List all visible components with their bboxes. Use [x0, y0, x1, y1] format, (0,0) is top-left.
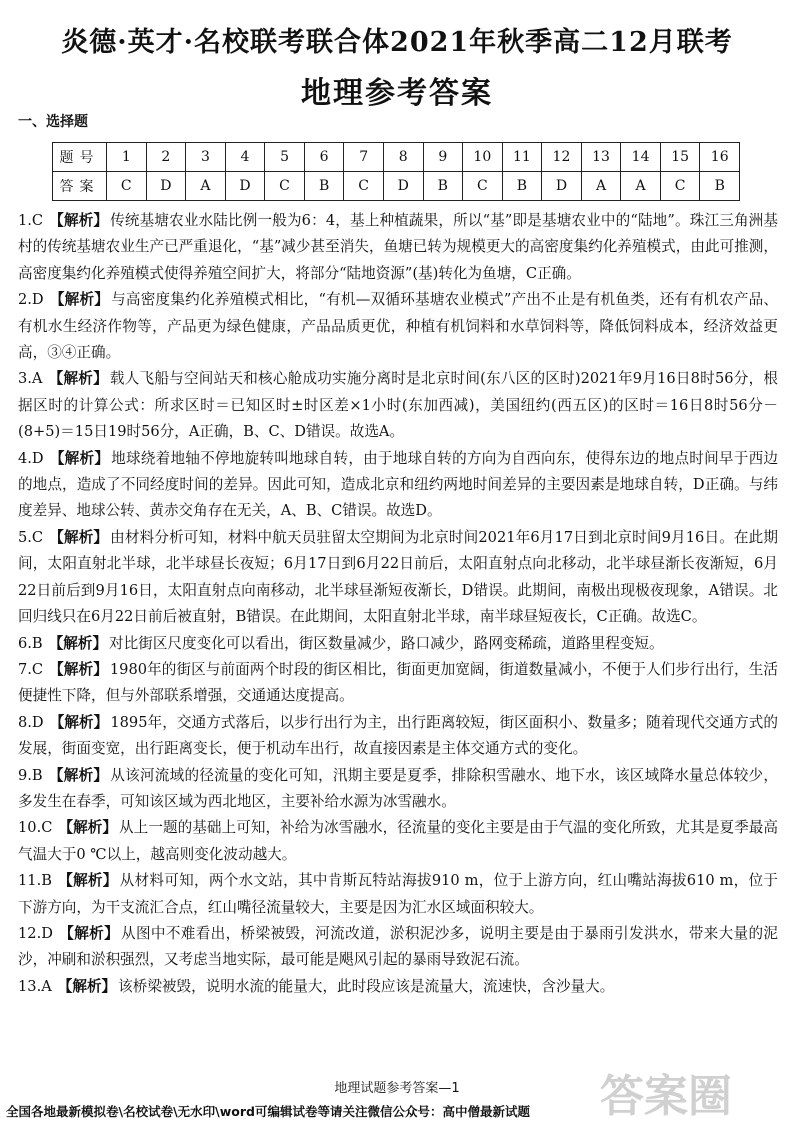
- page-footer: 地理试题参考答案—1: [334, 1081, 460, 1096]
- analysis-tag: 【解析】: [49, 449, 110, 467]
- answer-cell: D: [225, 172, 265, 201]
- answer-cell: C: [463, 172, 503, 201]
- item-number: 3.A: [18, 370, 43, 388]
- answer-cell: B: [700, 172, 740, 201]
- item-number: 6.B: [18, 634, 43, 652]
- question-number-cell: 9: [423, 143, 463, 172]
- answer-table: [52, 142, 740, 201]
- answer-cell: C: [344, 172, 384, 201]
- answer-cell: B: [304, 172, 344, 201]
- question-number-cell: 6: [304, 143, 344, 172]
- question-number-cell: 7: [344, 143, 384, 172]
- answer-cell: C: [265, 172, 305, 201]
- item-text: 1980年的街区与前面两个时段的街区相比，街面更加宽阔，街道数量减小，不便于人们步行出行，生活便捷性下降，但与外部联系增强，交通通达度提高。: [18, 660, 778, 705]
- item-text: 由材料分析可知，材料中航天员驻留太空期间为北京时间2021年6月17日到北京时间9月16日。在此期间，太阳直射北半球，北半球昼长夜短；6月17日到6月22日前后，太阳直射点向北移动，北半球昼渐长夜渐短，6月22日前后到9月16日，太阳直射点向南移动，北半球昼渐短夜渐长，D错误。此期间，南极出现极夜现象，A错误。北回归线只在6月22日前后被直射，B错误。在此期间，太阳直射北半球，南半球昼短夜长，C正确。故选C。: [18, 528, 778, 626]
- section-heading: 一、选择题: [18, 114, 88, 130]
- item-text: 对比街区尺度变化可以看出，街区数量减少，路口减少，路网变稀疏，道路里程变短。: [109, 634, 664, 652]
- row-label: 答案: [53, 172, 107, 201]
- analysis-tag: 【解析】: [57, 872, 118, 890]
- explanation-item: [18, 815, 778, 868]
- question-number-cell: 11: [502, 143, 542, 172]
- promo-banner: 全国各地最新模拟卷\名校试卷\无水印\word可编辑试卷等请关注微信公众号：高中僧最新试题: [6, 1104, 530, 1119]
- item-text: 1895年，交通方式落后，以步行出行为主，出行距离较短，街区面积小、数量多；随着现代交通方式的发展，街面变宽，出行距离变长，便于机动车出行，故直接因素是主体交通方式的变化。: [18, 713, 778, 758]
- explanation-item: [18, 446, 778, 525]
- item-number: 10.C: [18, 819, 53, 837]
- answer-cell: B: [423, 172, 463, 201]
- item-number: 2.D: [18, 291, 44, 309]
- question-number-cell: 4: [225, 143, 265, 172]
- item-text: 从材料可知，两个水文站，其中肯斯瓦特站海拔910 m，位于上游方向，红山嘴站海拔610 m，位于下游方向，为干支流汇合点，红山嘴径流量较大，主要是因为汇水区域面积较大。: [18, 872, 778, 916]
- answer-cell: D: [146, 172, 186, 201]
- answer-cell: C: [660, 172, 700, 201]
- explanation-item: [18, 710, 778, 763]
- item-number: 1.C: [18, 212, 44, 229]
- item-text: 从图中不难看出，桥梁被毁，河流改道，淤积泥沙多，说明主要是由于暴雨引发洪水，带来大量的泥沙，冲刷和淤积强烈，又考虑当地实际，最可能是飓风引起的暴雨导致泥石流。: [18, 924, 778, 969]
- explanation-item: [18, 921, 778, 974]
- question-number-cell: 10: [463, 143, 503, 172]
- explanation-item: [18, 287, 778, 366]
- question-number-cell: 8: [383, 143, 423, 172]
- answer-cell: B: [502, 172, 542, 201]
- explanation-item: [18, 631, 778, 657]
- explanation-item: [18, 525, 778, 631]
- question-number-cell: 15: [660, 143, 700, 172]
- watermark-logo: 答案圈: [600, 1071, 732, 1122]
- question-number-cell: 13: [581, 143, 621, 172]
- explanation-item: [18, 657, 778, 710]
- answer-cell: C: [107, 172, 147, 201]
- item-number: 8.D: [18, 713, 44, 731]
- analysis-tag: 【解析】: [49, 291, 110, 309]
- item-number: 7.C: [18, 660, 44, 678]
- item-number: 12.D: [18, 924, 53, 942]
- explanation-item: [18, 208, 778, 287]
- answer-cell: A: [621, 172, 661, 201]
- question-number-cell: 2: [146, 143, 186, 172]
- item-number: 9.B: [18, 766, 43, 784]
- item-text: 传统基塘农业水陆比例一般为6：4，基上种植蔬果，所以“基”即是基塘农业中的“陆地”。珠江三角洲基村的传统基塘农业生产已严重退化，“基”减少甚至消失，鱼塘已转为规模更大的高密度集约化养殖模式，由此可推测，高密度集约化养殖模式使得养殖空间扩大，将部分“陆地资源”(基)转化为鱼塘，C正确。: [18, 212, 778, 282]
- analysis-tag: 【解析】: [49, 713, 109, 731]
- answer-cell: A: [186, 172, 226, 201]
- item-number: 4.D: [18, 449, 44, 467]
- explanation-item: [18, 868, 778, 921]
- question-number-cell: 14: [621, 143, 661, 172]
- item-number: 13.A: [18, 977, 52, 995]
- row-label: 题号: [53, 143, 107, 172]
- explanation-item: [18, 366, 778, 445]
- answer-cell: D: [542, 172, 582, 201]
- explanation-list: [18, 208, 778, 1000]
- analysis-tag: 【解析】: [48, 634, 108, 652]
- analysis-tag: 【解析】: [49, 212, 109, 229]
- analysis-tag: 【解析】: [58, 924, 120, 942]
- question-number-row: [53, 143, 740, 172]
- question-number-cell: 3: [186, 143, 226, 172]
- question-number-cell: 1: [107, 143, 147, 172]
- answer-cell: A: [581, 172, 621, 201]
- analysis-tag: 【解析】: [48, 370, 108, 388]
- analysis-tag: 【解析】: [48, 766, 109, 784]
- item-text: 地球绕着地轴不停地旋转叫地球自转，由于地球自转的方向为自西向东，使得东边的地点时间早于西边的地点，造成了不同经度时间的差异。因此可知，造成北京和纽约两地时间差异的主要因素是地球自转，D正确。与纬度差异、地球公转、黄赤交角存在无关，A、B、C错误。故选D。: [18, 449, 778, 520]
- document-title: 炎德·英才·名校联考联合体2021年秋季高二12月联考: [61, 27, 733, 58]
- question-number-cell: 5: [265, 143, 305, 172]
- analysis-tag: 【解析】: [57, 977, 117, 995]
- explanation-item: [18, 974, 778, 1000]
- answer-cell: D: [383, 172, 423, 201]
- analysis-tag: 【解析】: [49, 660, 108, 678]
- item-number: 5.C: [18, 528, 44, 546]
- explanation-item: [18, 763, 778, 816]
- item-text: 该桥梁被毁，说明水流的能量大，此时段应该是流量大，流速快，含沙量大。: [118, 977, 615, 995]
- item-text: 载人飞船与空间站天和核心舱成功实施分离时是北京时间(东八区的区时)2021年9月16日8时56分，根据区时的计算公式：所求区时＝已知区时±时区差×1小时(东加西减)，美国纽约(西五区)的区时＝16日8时56分－(8+5)＝15日19时56分，A正确，B、C、D错误。故选A。: [18, 370, 778, 441]
- analysis-tag: 【解析】: [49, 528, 109, 546]
- document-subtitle: 地理参考答案: [301, 76, 493, 111]
- item-text: 从该河流域的径流量的变化可知，汛期主要是夏季，排除积雪融水、地下水，该区域降水量总体较少，多发生在春季，可知该区域为西北地区，主要补给水源为冰雪融水。: [18, 766, 778, 810]
- question-number-cell: 16: [700, 143, 740, 172]
- answer-row: [53, 172, 740, 201]
- item-text: 与高密度集约化养殖模式相比，“有机—双循环基塘农业模式”产出不止是有机鱼类，还有有机农产品、有机水生经济作物等，产品更为绿色健康，产品品质更优，种植有机饲料和水草饲料等，降低饲料成本，经济效益更高，③④正确。: [18, 291, 778, 362]
- analysis-tag: 【解析】: [58, 819, 118, 837]
- question-number-cell: 12: [542, 143, 582, 172]
- item-number: 11.B: [18, 872, 52, 890]
- item-text: 从上一题的基础上可知，补给为冰雪融水，径流量的变化主要是由于气温的变化所致，尤其是夏季最高气温大于0 ℃以上，越高则变化波动越大。: [18, 819, 778, 863]
